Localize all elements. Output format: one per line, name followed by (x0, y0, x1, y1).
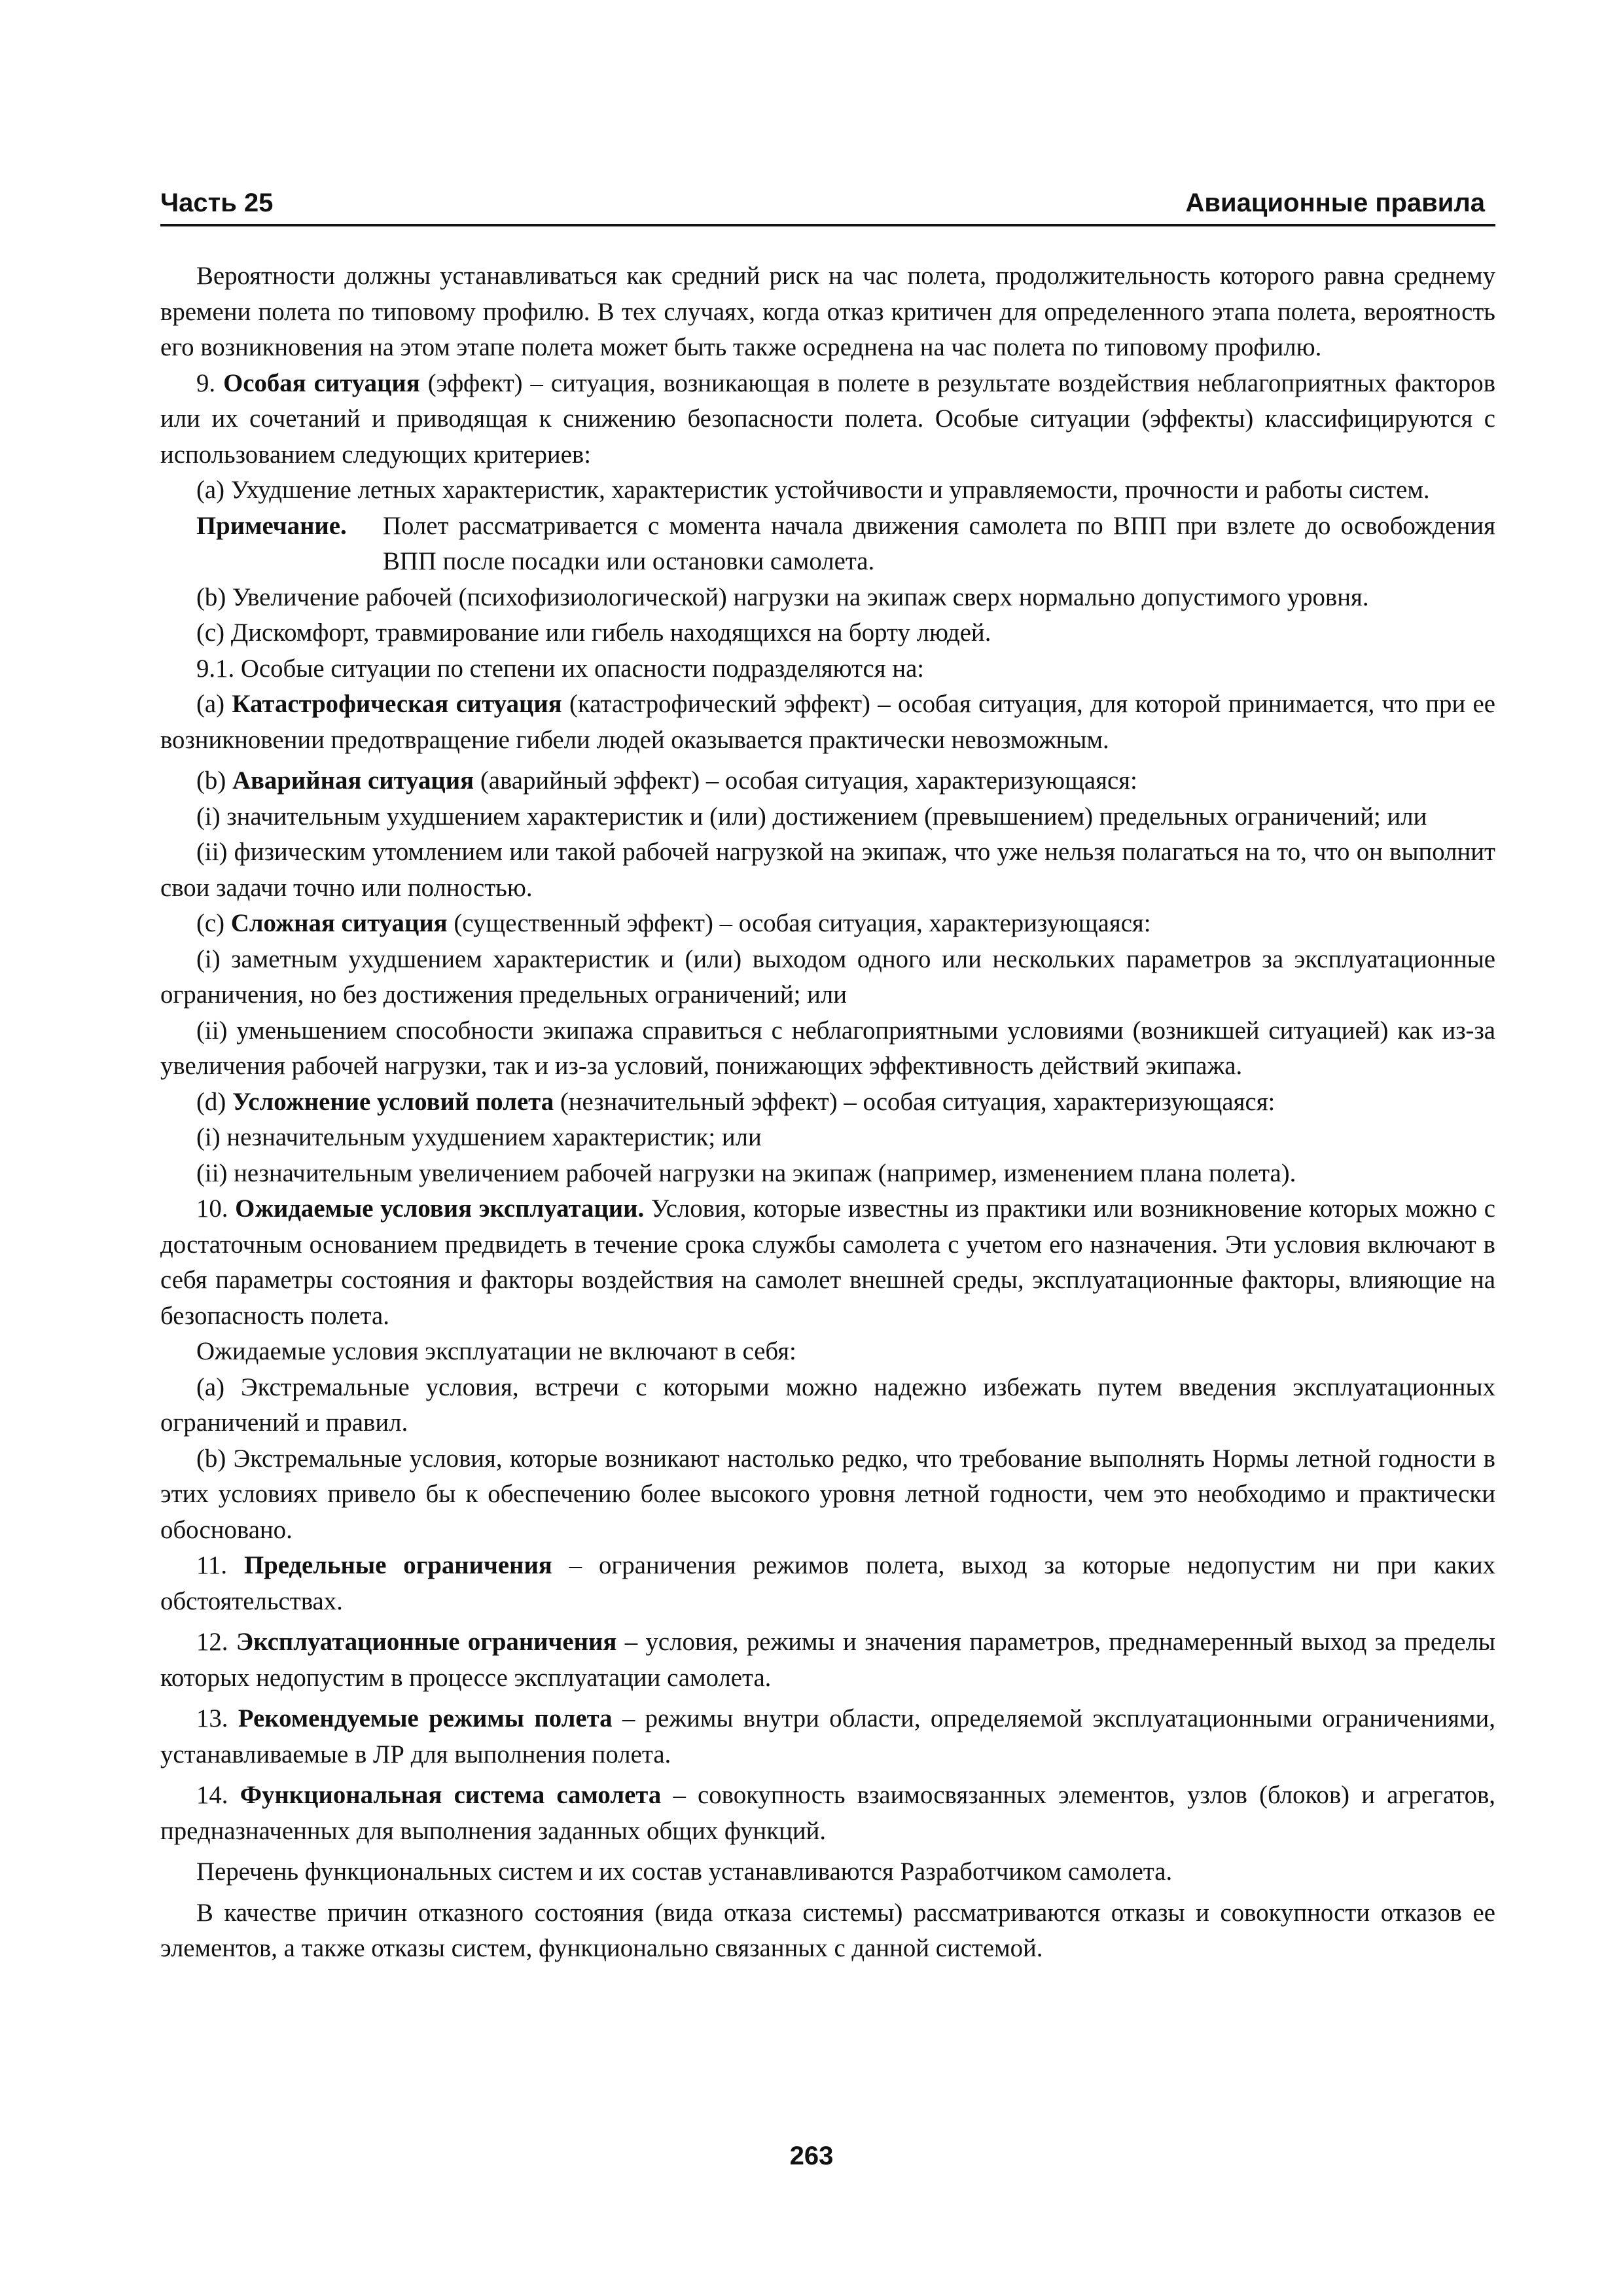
term: Предельные ограничения (243, 1551, 552, 1579)
paragraph: (i) незначительным ухудшением характеристик; или (196, 1123, 762, 1151)
paragraph: (d) Усложнение условий полета (незначительный эффект) – особая ситуация, характеризующаяся: (196, 1087, 1275, 1116)
page-number: 263 (789, 2142, 834, 2170)
paragraph: 10. Ожидаемые условия эксплуатации. Условия, которые известны из практики или возникновение которых можно с достаточным основанием предвидеть в течение срока службы самолета с учетом его назначения. Эти условия включают в себя параметры состояния и факторы воздействия на самолет внешней среды, эксплуатационные факторы, влияющие на безопасность полета. (160, 1194, 1495, 1330)
paragraph: (b) Аварийная ситуация (аварийный эффект) – особая ситуация, характеризующаяся: (196, 766, 1137, 795)
term: Сложная ситуация (230, 909, 448, 937)
paragraph: 9. Особая ситуация (эффект) – ситуация, возникающая в полете в результате воздействия неблагоприятных факторов или их сочетаний и приводящая к снижению безопасности полета. Особые ситуации (эффекты) классифицируются с использованием следующих критериев: (160, 368, 1496, 469)
paragraph: 11. Предельные ограничения – ограничения режимов полета, выход за которые недопустим ни при каких обстоятельствах. (160, 1551, 1495, 1615)
term: Функциональная система самолета (240, 1781, 662, 1809)
body-text (160, 259, 1495, 1967)
paragraph: (b) Увеличение рабочей (психофизиологической) нагрузки на экипаж сверх нормально допустимого уровня. (196, 583, 1369, 611)
term: Ожидаемые условия эксплуатации. (235, 1194, 645, 1223)
term: Аварийная ситуация (232, 766, 474, 795)
paragraph: 12. Эксплуатационные ограничения – условия, режимы и значения параметров, преднамеренный выход за пределы которых недопустим в процессе эксплуатации самолета. (160, 1628, 1495, 1692)
paragraph: Перечень функциональных систем и их состав устанавливаются Разработчиком самолета. (196, 1857, 1173, 1886)
paragraph: (ii) уменьшением способности экипажа справиться с неблагоприятными условиями (возникшей ситуацией) как из-за увеличения рабочей нагрузки, так и из-за условий, понижающих эффективность действий экипажа. (160, 1016, 1495, 1080)
paragraph: (ii) физическим утомлением или такой рабочей нагрузкой на экипаж, что уже нельзя полагаться на то, что он выполнит свои задачи точно или полностью. (160, 838, 1495, 902)
paragraph: (i) заметным ухудшением характеристик и (или) выходом одного или нескольких параметров за эксплуатационные ограничения, но без достижения предельных ограничений; или (160, 944, 1495, 1009)
header-title: Авиационные правила (1185, 188, 1485, 217)
term: Катастрофическая ситуация (232, 690, 562, 718)
note (160, 509, 1495, 580)
term: Особая ситуация (223, 368, 420, 397)
paragraph: В качестве причин отказного состояния (вида отказа системы) рассматриваются отказы и совокупности отказов ее элементов, а также отказы систем, функционально связанных с данной системой. (160, 1898, 1495, 1962)
paragraph: (c) Дискомфорт, травмирование или гибель находящихся на борту людей. (196, 619, 991, 647)
paragraph: (ii) незначительным увеличением рабочей нагрузки на экипаж (например, изменением плана полета). (196, 1158, 1296, 1187)
paragraph: (a) Катастрофическая ситуация (катастрофический эффект) – особая ситуация, для которой принимается, что при ее возникновении предотвращение гибели людей оказывается практически невозможным. (160, 690, 1495, 754)
note-text: Полет рассматривается с момента начала движения самолета по ВПП при взлете до освобождения ВПП после посадки или остановки самолета. (383, 511, 1495, 575)
paragraph: 13. Рекомендуемые режимы полета – режимы внутри области, определяемой эксплуатационными ограничениями, устанавливаемые в ЛР для выполнения полета. (160, 1704, 1495, 1768)
paragraph: 14. Функциональная система самолета – совокупность взаимосвязанных элементов, узлов (блоков) и агрегатов, предназначенных для выполнения заданных общих функций. (160, 1781, 1495, 1845)
paragraph: (a) Ухудшение летных характеристик, характеристик устойчивости и управляемости, прочности и работы систем. (196, 476, 1430, 504)
term: Рекомендуемые режимы полета (238, 1704, 613, 1732)
paragraph: (a) Экстремальные условия, встречи с которыми можно надежно избежать путем введения эксплуатационных ограничений и правил. (160, 1372, 1495, 1437)
paragraph: Вероятности должны устанавливаться как средний риск на час полета, продолжительность которого равна среднему времени полета по типовому профилю. В тех случаях, когда отказ критичен для определенного этапа полета, вероятность его возникновения на этом этапе полета может быть также осреднена на час полета по типовому профилю. (160, 262, 1495, 361)
note-label: Примечание. (196, 511, 347, 540)
paragraph: (i) значительным ухудшением характеристик и (или) достижением (превышением) предельных ограничений; или (196, 802, 1427, 831)
running-header (160, 183, 1495, 226)
header-part-label: Часть 25 (160, 188, 274, 217)
term: Эксплуатационные ограничения (236, 1628, 617, 1656)
term: Усложнение условий полета (232, 1087, 554, 1116)
paragraph: 9.1. Особые ситуации по степени их опасности подразделяются на: (196, 654, 925, 683)
paragraph: (b) Экстремальные условия, которые возникают настолько редко, что требование выполнять Нормы летной годности в этих условиях привело бы к обеспечению более высокого уровня летной годности, чем это необходимо и практически обосновано. (160, 1444, 1495, 1544)
paragraph: (c) Сложная ситуация (существенный эффект) – особая ситуация, характеризующаяся: (196, 909, 1151, 937)
paragraph: Ожидаемые условия эксплуатации не включают в себя: (196, 1337, 796, 1365)
